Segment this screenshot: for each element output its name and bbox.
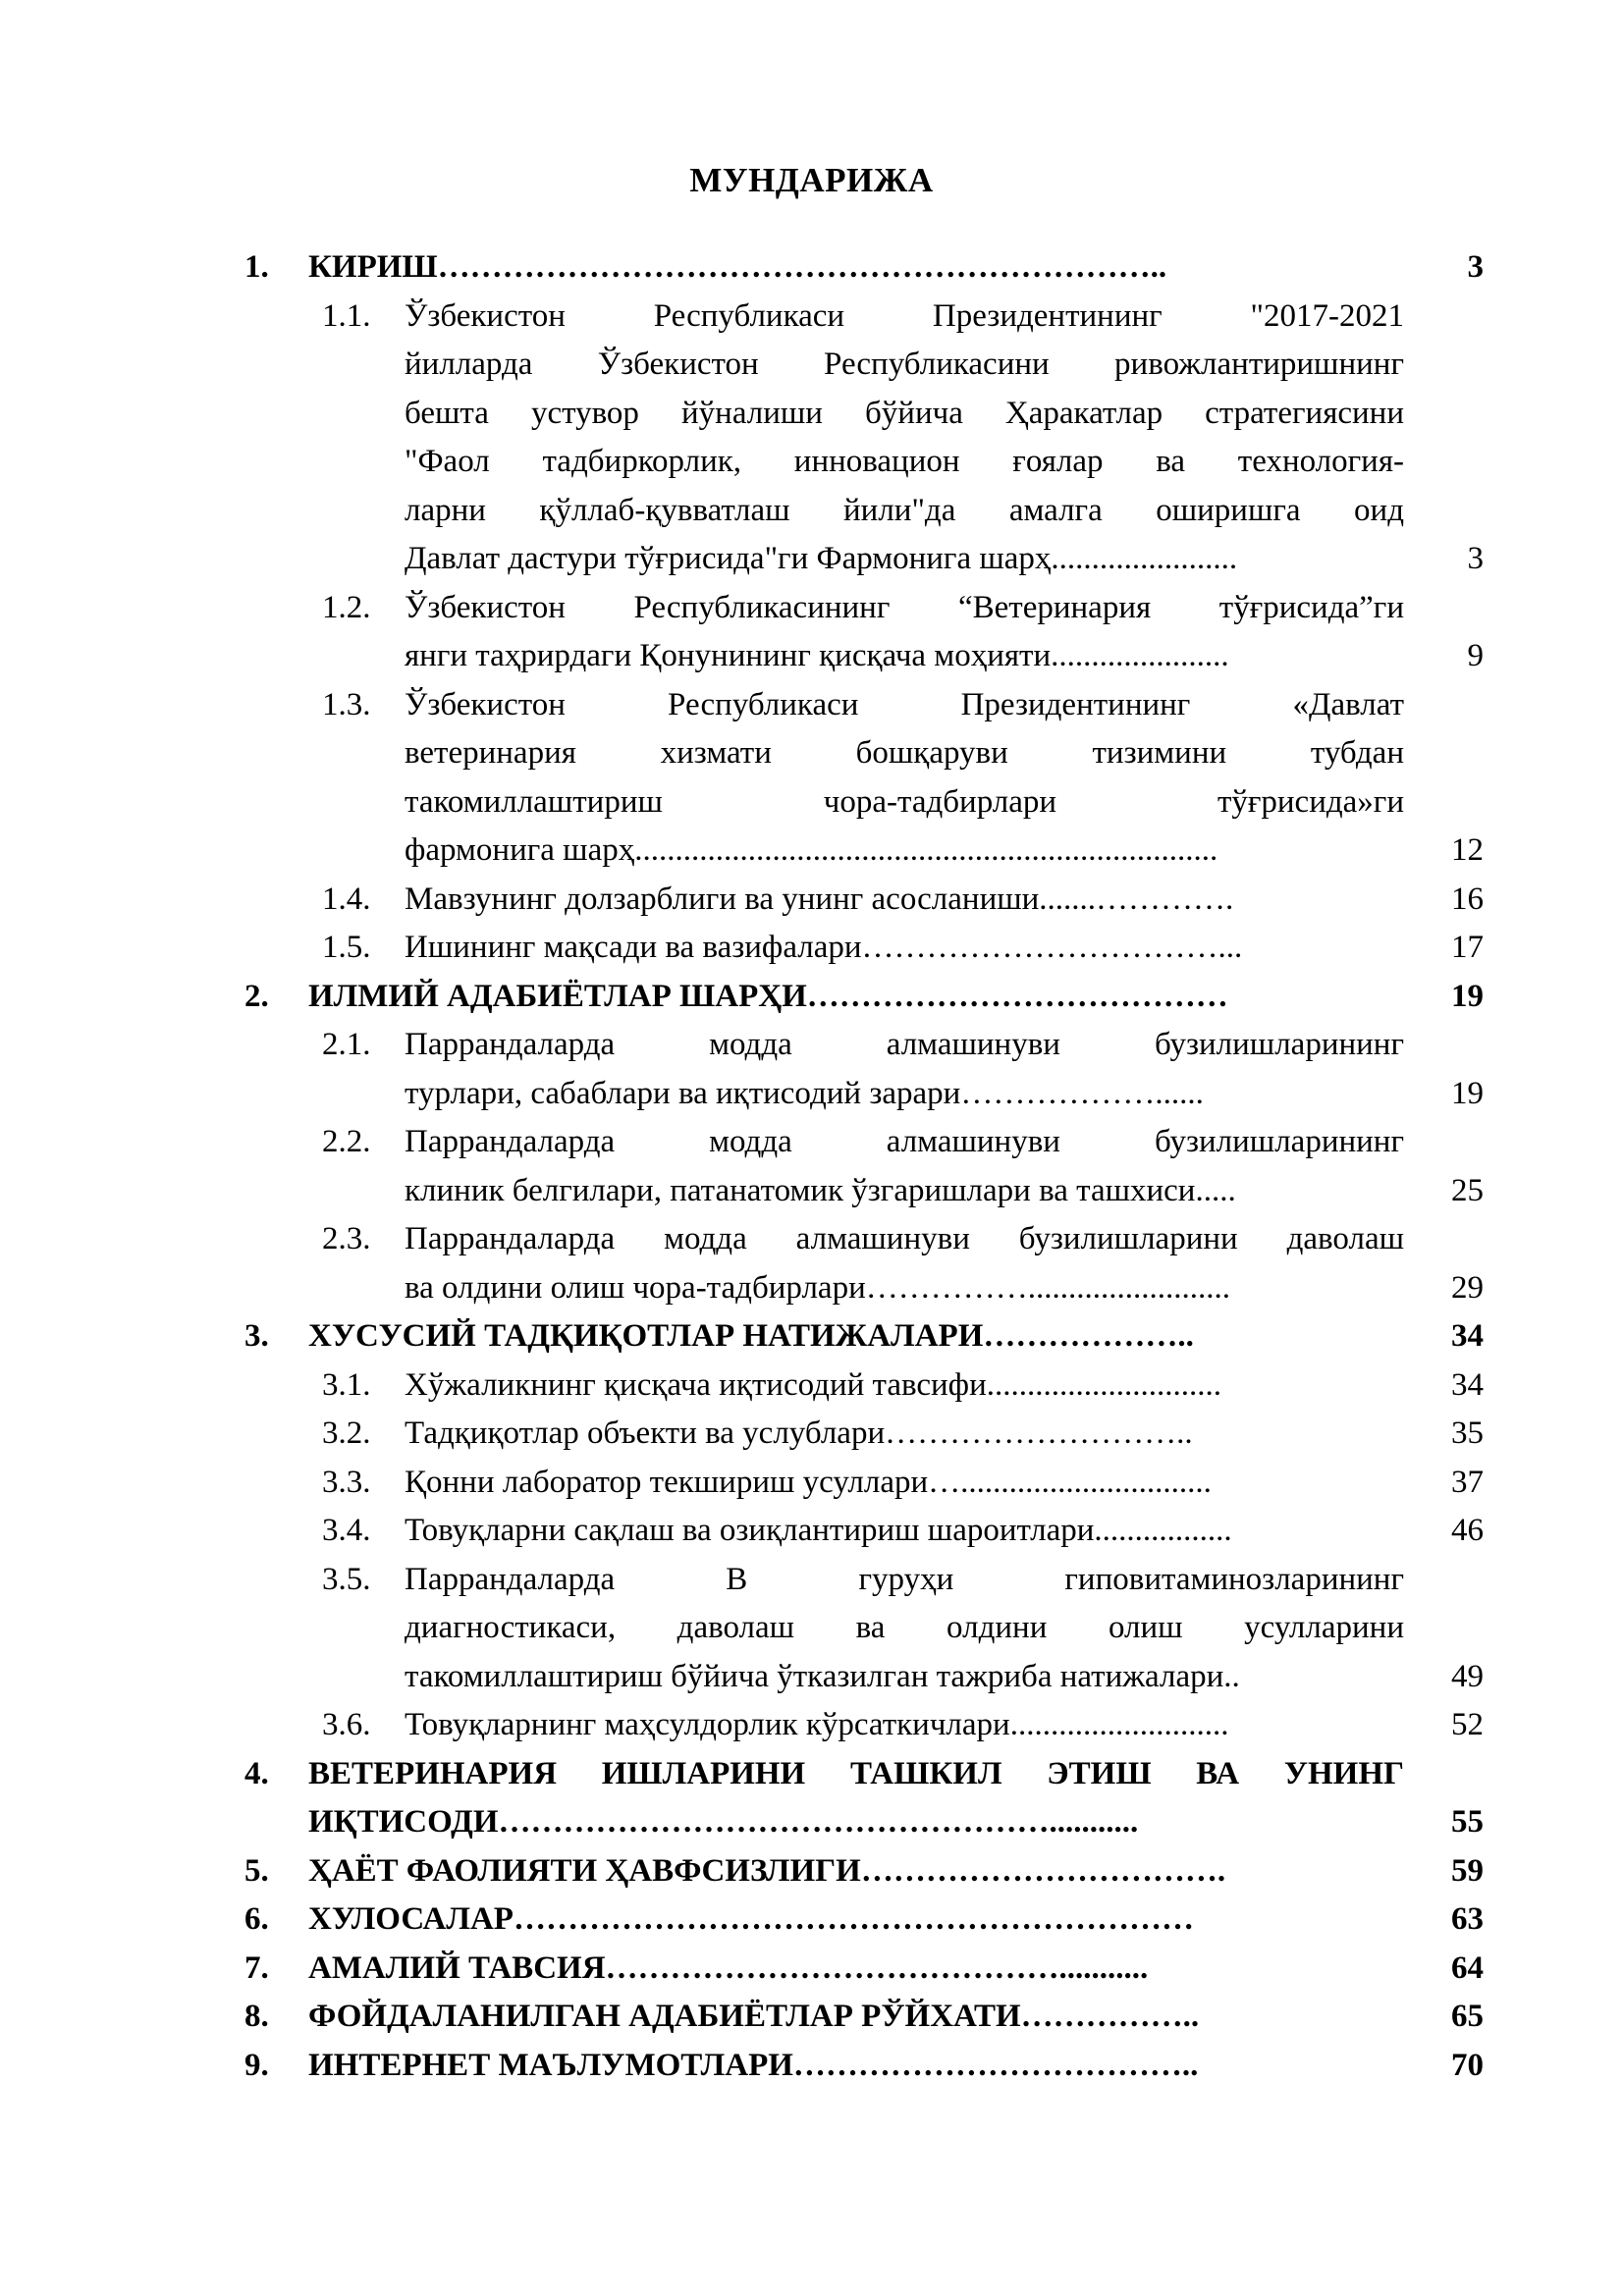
toc-entry-line: КИРИШ………………………………………………………….. (308, 249, 1167, 285)
toc-section (0, 1362, 1623, 1411)
toc-entry-number: 3.4. (322, 1513, 371, 1548)
toc-entry-title (405, 584, 1404, 681)
toc-page-number: 19 (1451, 1075, 1484, 1111)
toc-page-number: 70 (1451, 2047, 1484, 2083)
toc-entry-title (308, 1312, 1404, 1362)
toc-entry-title (405, 1701, 1404, 1750)
toc-entry-title (308, 2042, 1404, 2091)
toc-entry-number: 3.1. (322, 1366, 371, 1403)
toc-page-number: 35 (1451, 1415, 1484, 1451)
toc-entry-title (308, 973, 1404, 1022)
toc-entry-line: фармонига шарҳ........................................................................ (405, 832, 1218, 868)
toc-page-number: 34 (1451, 1366, 1484, 1403)
toc-entry-line: Давлат дастури тўғрисида"ги Фармонига шарҳ....................... (405, 541, 1238, 576)
toc-entry-number: 1. (244, 249, 269, 285)
toc-entry-line: Мавзунинг долзарблиги ва унинг асосланиши.......…………. (405, 881, 1234, 917)
toc-entry-line: ҲАЁТ ФАОЛИЯТИ ҲАВФСИЗЛИГИ……………………………. (308, 1852, 1226, 1889)
toc-entry-title (405, 1021, 1404, 1118)
toc-entry-number: 3.3. (322, 1464, 371, 1500)
toc-section (0, 681, 1623, 876)
toc-page-number: 17 (1451, 930, 1484, 965)
toc-chapter (0, 1312, 1623, 1362)
toc-entry-number: 2. (244, 978, 269, 1014)
toc-entry-number: 1.4. (322, 881, 371, 917)
toc-page-number: 34 (1451, 1318, 1484, 1354)
toc-page-number: 65 (1451, 1999, 1484, 2034)
toc-entry-number: 8. (244, 1999, 269, 2034)
toc-entry-line: ларни қўллаб-қувватлаш йили"да амалга оширишга оид (405, 492, 1404, 528)
toc-entry-line: бешта устувор йўналиши бўйича Ҳаракатлар стратегиясини (405, 395, 1404, 431)
toc-entry-title (308, 1945, 1404, 1994)
toc-entry-line: ва олдини олиш чора-тадбирлари……………......................... (405, 1269, 1230, 1306)
toc-entry-line: клиник белгилари, патанатомик ўзгаришлари ва ташхиси..... (405, 1172, 1236, 1208)
toc-entry-line: АМАЛИЙ ТАВСИЯ……………………………………........... (308, 1949, 1149, 1986)
toc-section (0, 584, 1623, 681)
toc-entry-title (308, 1993, 1404, 2042)
toc-entry-number: 1.2. (322, 589, 371, 625)
toc-chapter (0, 1847, 1623, 1896)
toc-chapter (0, 1945, 1623, 1994)
toc-entry-line: Паррандаларда В гуруҳи гиповитаминозларининг (405, 1561, 1404, 1597)
toc-section (0, 1556, 1623, 1702)
toc-page-number: 25 (1451, 1172, 1484, 1208)
toc-entry-number: 3.2. (322, 1415, 371, 1451)
toc-entry-number: 7. (244, 1949, 269, 1986)
toc-page-number: 63 (1451, 1901, 1484, 1937)
toc-entry-line: Паррандаларда модда алмашинуви бузилишларининг (405, 1027, 1404, 1062)
toc-section (0, 293, 1623, 584)
toc-page-number: 9 (1467, 638, 1484, 673)
toc-chapter (0, 1993, 1623, 2042)
toc-section (0, 1118, 1623, 1215)
toc-section (0, 1021, 1623, 1118)
toc-entry-number: 4. (244, 1755, 269, 1791)
toc-entry-title (308, 243, 1404, 293)
toc-page-number: 59 (1451, 1852, 1484, 1889)
toc-entry-title (405, 1507, 1404, 1556)
toc-entry-line: Товуқларни сақлаш ва озиқлантириш шароитлари................. (405, 1513, 1232, 1548)
toc-chapter (0, 2042, 1623, 2091)
toc-entry-number: 3.6. (322, 1707, 371, 1742)
toc-page-number: 37 (1451, 1464, 1484, 1500)
toc-entry-line: ХУЛОСАЛАР……………………………………………………… (308, 1901, 1194, 1937)
toc-entry-line: такомиллаштириш бўйича ўтказилган тажриба натижалари.. (405, 1658, 1240, 1694)
toc-section (0, 1215, 1623, 1312)
toc-entry-line: ветеринария хизмати бошқаруви тизимини тубдан (405, 735, 1404, 771)
toc-entry-line: янги таҳрирдаги Қонунининг қисқача моҳияти...................... (405, 638, 1229, 673)
toc-entry-number: 1.3. (322, 686, 371, 722)
toc-entry-number: 5. (244, 1852, 269, 1889)
toc-entry-line: ИНТЕРНЕТ МАЪЛУМОТЛАРИ……………………………….. (308, 2047, 1199, 2083)
toc-entry-title (308, 1750, 1404, 1847)
toc-entry-title (308, 1847, 1404, 1896)
toc-entry-number: 6. (244, 1901, 269, 1937)
toc-entry-number: 1.5. (322, 930, 371, 965)
toc-entry-line: ФОЙДАЛАНИЛГАН АДАБИЁТЛАР РЎЙХАТИ…………….. (308, 1999, 1200, 2034)
toc-entry-line: ВЕТЕРИНАРИЯ ИШЛАРИНИ ТАШКИЛ ЭТИШ ВА УНИНГ (308, 1755, 1404, 1791)
toc-entry-title (405, 1459, 1404, 1508)
toc-page-number: 29 (1451, 1269, 1484, 1306)
toc-entry-title (308, 1896, 1404, 1945)
toc-entry-line: Паррандаларда модда алмашинуви бузилишларини даволаш (405, 1221, 1404, 1256)
toc-section (0, 1410, 1623, 1459)
toc-entry-title (405, 1556, 1404, 1702)
toc-chapter (0, 243, 1623, 293)
toc-entry-number: 1.1. (322, 297, 371, 334)
toc-entry-title (405, 876, 1404, 925)
page-title: МУНДАРИЖА (689, 161, 934, 199)
toc-entry-title (405, 681, 1404, 876)
toc-entry-title (405, 924, 1404, 973)
toc-entry-line: такомиллаштириш чора-тадбирлари тўғрисида»ги (405, 783, 1404, 820)
toc-entry-line: йилларда Ўзбекистон Республикасини ривожлантиришнинг (405, 347, 1404, 382)
toc-page-number: 3 (1467, 249, 1484, 285)
toc-page-number: 19 (1451, 978, 1484, 1014)
toc-entry-line: Ўзбекистон Республикаси Президентининг "2017-2021 (405, 297, 1404, 334)
toc-entry-line: Тадқиқотлар объекти ва услублари……………………….. (405, 1415, 1193, 1451)
toc-entry-line: турлари, сабаблари ва иқтисодий зарари………………...... (405, 1075, 1204, 1111)
table-of-contents (0, 243, 1623, 2090)
toc-entry-line: диагностикаси, даволаш ва олдини олиш усулларини (405, 1610, 1404, 1645)
toc-entry-line: ИЛМИЙ АДАБИЁТЛАР ШАРҲИ………………………………… (308, 978, 1228, 1014)
toc-page-number: 46 (1451, 1513, 1484, 1548)
toc-entry-line: "Фаол тадбиркорлик, инновацион ғоялар ва технология- (405, 444, 1404, 479)
toc-entry-line: Товуқларнинг маҳсулдорлик кўрсаткичлари........................... (405, 1707, 1229, 1742)
toc-entry-title (405, 293, 1404, 584)
toc-section (0, 1459, 1623, 1508)
toc-entry-line: ИҚТИСОДИ……………………………………………........... (308, 1804, 1139, 1840)
toc-entry-number: 2.3. (322, 1221, 371, 1256)
toc-entry-title (405, 1215, 1404, 1312)
toc-page-number: 64 (1451, 1949, 1484, 1986)
toc-chapter (0, 1896, 1623, 1945)
toc-entry-line: Ўзбекистон Республикасининг “Ветеринария тўғрисида”ги (405, 589, 1404, 625)
toc-page-number: 49 (1451, 1658, 1484, 1694)
toc-section (0, 1507, 1623, 1556)
toc-chapter (0, 973, 1623, 1022)
toc-entry-title (405, 1118, 1404, 1215)
toc-section (0, 1701, 1623, 1750)
toc-chapter (0, 1750, 1623, 1847)
toc-page-number: 55 (1451, 1804, 1484, 1840)
toc-page-number: 16 (1451, 881, 1484, 917)
toc-entry-number: 3. (244, 1318, 269, 1354)
toc-entry-number: 9. (244, 2047, 269, 2083)
toc-entry-line: Ўзбекистон Республикаси Президентининг «Давлат (405, 686, 1404, 722)
toc-entry-number: 2.1. (322, 1027, 371, 1062)
toc-entry-line: Ишининг мақсади ва вазифалари……………………………... (405, 930, 1243, 965)
toc-section (0, 924, 1623, 973)
toc-section (0, 876, 1623, 925)
toc-entry-line: Хўжаликнинг қисқача иқтисодий тавсифи............................. (405, 1366, 1221, 1403)
toc-page-number: 3 (1467, 541, 1484, 576)
toc-entry-title (405, 1362, 1404, 1411)
toc-entry-number: 3.5. (322, 1561, 371, 1597)
toc-page-number: 52 (1451, 1707, 1484, 1742)
toc-entry-number: 2.2. (322, 1124, 371, 1159)
toc-entry-line: ХУСУСИЙ ТАДҚИҚОТЛАР НАТИЖАЛАРИ……………….. (308, 1318, 1194, 1354)
toc-entry-line: Қонни лаборатор текшириш усуллари…............................... (405, 1464, 1212, 1500)
toc-page-number: 12 (1451, 832, 1484, 868)
toc-entry-line: Паррандаларда модда алмашинуви бузилишларининг (405, 1124, 1404, 1159)
toc-entry-title (405, 1410, 1404, 1459)
